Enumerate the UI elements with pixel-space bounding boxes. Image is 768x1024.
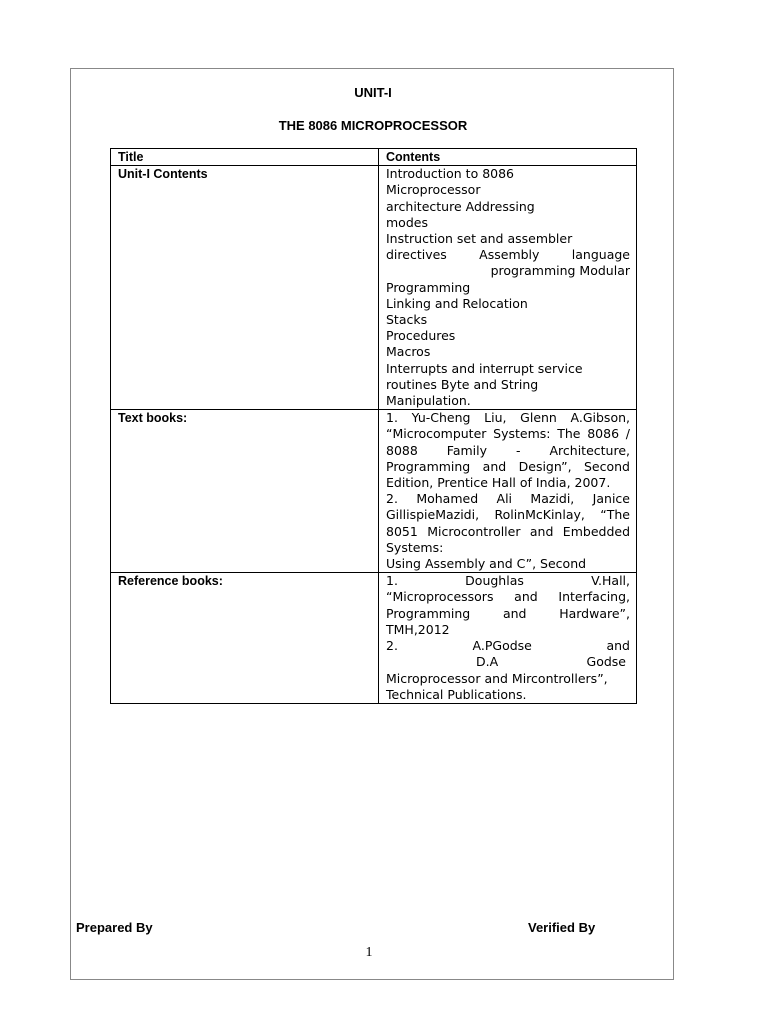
content-line: directives Assembly language [386,247,630,263]
content-line: architecture Addressing [386,198,535,214]
page-number: 1 [365,945,373,960]
content-line: 2. A.PGodse and [386,638,630,654]
content-line: Interrupts and interrupt service [386,360,583,376]
content-line: D.A Godse [476,654,626,670]
table-row [111,166,637,410]
content-line: 1. Yu-Cheng Liu, Glenn A.Gibson, [386,410,630,426]
content-line: Programming and Design”, Second [386,458,630,474]
table-row [111,410,637,573]
table-row [111,573,637,704]
content-line: modes [386,214,428,230]
content-line: TMH,2012 [386,621,450,637]
content-line: routines Byte and String [386,376,539,392]
content-line: Manipulation. [386,393,471,409]
content-line: Linking and Relocation [386,295,528,311]
content-line: Stacks [386,312,428,328]
document-page [70,68,674,980]
unit-title: UNIT-I [354,85,392,100]
content-line: Edition, Prentice Hall of India, 2007. [386,475,611,491]
content-line: programming Modular [490,263,630,279]
content-line: Macros [386,344,431,360]
content-line: Programming and Hardware”, [386,605,630,621]
content-line: 8051 Microcontroller and Embedded [386,523,630,539]
row-content-reference-books [379,573,637,704]
content-line: Introduction to 8086 [386,166,515,182]
row-label-unit-contents: Unit-I Contents [111,166,379,410]
content-line: 8088 Family - Architecture, [386,442,630,458]
content-line: Programming [386,279,471,295]
syllabus-table [110,148,637,704]
content-line: Procedures [386,328,456,344]
row-label-reference-books: Reference books: [111,573,379,704]
header-title: Title [111,149,379,166]
document-title: THE 8086 MICROPROCESSOR [278,118,468,133]
header-contents: Contents [379,149,637,166]
content-line: Microprocessor [386,182,481,198]
content-line: GillispieMazidi, RolinMcKinlay, “The [386,507,630,523]
content-line: Systems: [386,539,444,555]
row-content-text-books [379,410,637,573]
verified-by-label: Verified By [528,920,596,935]
content-line: 1. Doughlas V.Hall, [386,573,630,589]
content-line: “Microcomputer Systems: The 8086 / [386,426,630,442]
table-header-row [111,149,637,166]
content-line: “Microprocessors and Interfacing, [386,589,630,605]
row-content-unit-contents [379,166,637,410]
content-line: Microprocessor and Mircontrollers”, [386,670,608,686]
content-line: 2. Mohamed Ali Mazidi, Janice [386,491,630,507]
prepared-by-label: Prepared By [76,920,153,935]
content-line: Using Assembly and C”, Second [386,556,587,572]
row-label-text-books: Text books: [111,410,379,573]
content-line: Instruction set and assembler [386,231,573,247]
content-line: Technical Publications. [386,686,527,702]
